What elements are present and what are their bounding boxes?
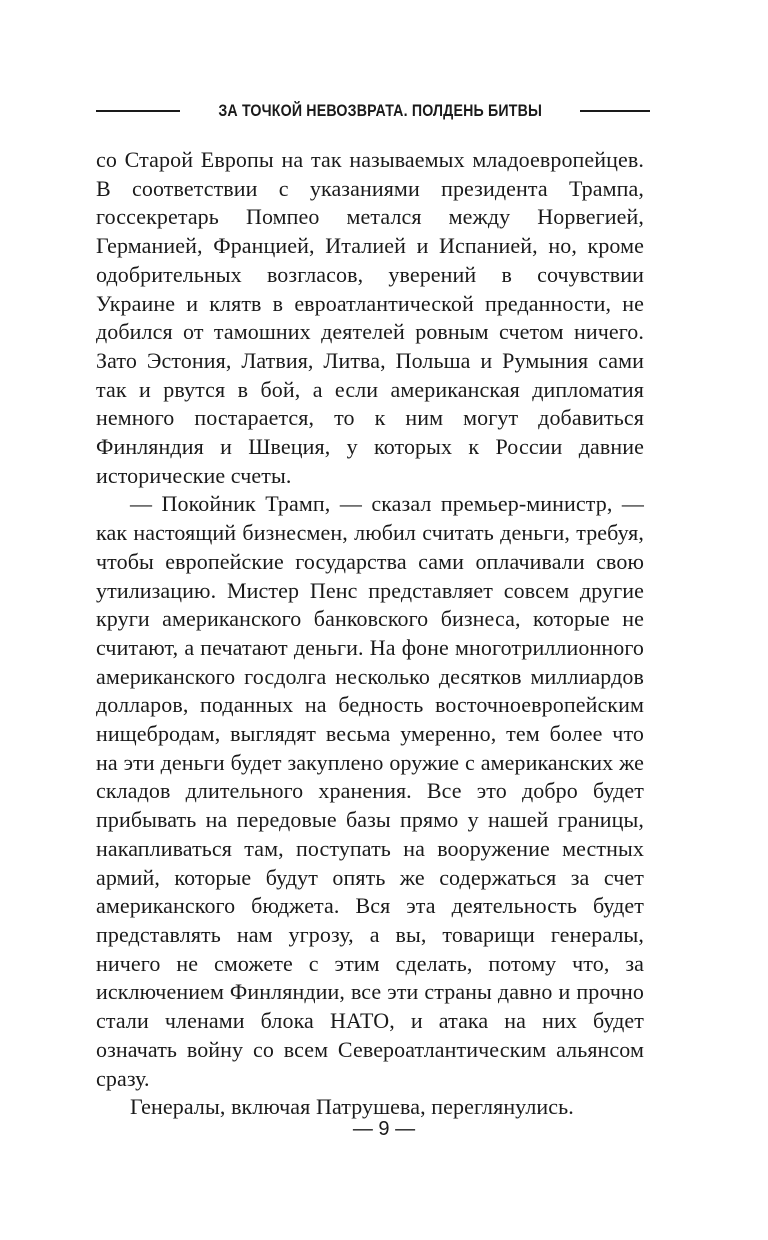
paragraph-3: Генералы, включая Патрушева, переглянулись. [130,1094,574,1120]
running-header-title: ЗА ТОЧКОЙ НЕВОЗВРАТА. ПОЛДЕНЬ БИТВЫ [218,101,543,120]
running-header [96,96,644,126]
body-text [96,146,644,1122]
page-number: — 9 — [352,1118,416,1140]
header-rule-right [580,110,650,112]
paragraph-1: со Старой Европы на так называемых младоевропейцев. В соответствии с указаниями президента Трампа, госсекретарь Помпео метался между Норвегией, Германией, Францией, Италией и Испанией, но, кроме одобрительных возгласов, уверений в сочувствии Украине и клятв в евроатлантической преданности, не добился от тамошних деятелей ровным счетом ничего. Зато Эстония, Латвия, Литва, Польша и Румыния сами так и рвутся в бой, а если американская дипломатия немного постарается, то к ним могут добавиться Финляндия и Швеция, у которых к России давние исторические счеты. [96,147,644,488]
paragraph-2: — Покойник Трамп, — сказал премьер-министр, — как настоящий бизнесмен, любил считать деньги, требуя, чтобы европейские государства сами оплачивали свою утилизацию. Мистер Пенс представляет совсем другие круги американского банковского бизнеса, которые не считают, а печатают деньги. На фоне многотриллионного американского госдолга несколько десятков миллиардов долларов, поданных на бедность восточноевропейским нищебродам, выглядят весьма умеренно, тем более что на эти деньги будет закуплено оружие с американских же складов длительного хранения. Все это добро будет прибывать на передовые базы прямо у нашей границы, накапливаться там, поступать на вооружение местных армий, которые будут опять же содержаться за счет американского бюджета. Вся эта деятельность будет представлять нам угрозу, а вы, товарищи генералы, ничего не сможете с этим сделать, потому что, за исключением Финляндии, все эти страны давно и прочно стали членами блока НАТО, и атака на них будет означать войну со всем Североатлантическим альянсом сразу. [96,491,644,1091]
header-rule-left [96,110,180,112]
